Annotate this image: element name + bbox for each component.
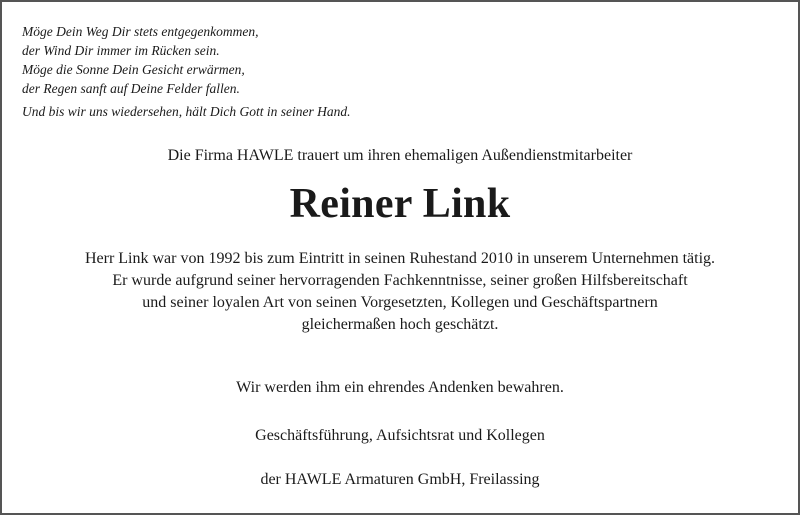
verse-line: Möge die Sonne Dein Gesicht erwärmen,	[22, 62, 245, 77]
verse-line: Und bis wir uns wiedersehen, hält Dich Gott in seiner Hand.	[22, 104, 351, 119]
company-name: der HAWLE Armaturen GmbH, Freilassing	[260, 471, 540, 488]
deceased-name: Reiner Link	[289, 181, 511, 227]
tribute-line: gleichermaßen hoch geschätzt.	[301, 316, 499, 333]
announcement-text: Die Firma HAWLE trauert um ihren ehemaligen Außendienstmitarbeiter	[167, 147, 633, 164]
verse-line: der Regen sanft auf Deine Felder fallen.	[22, 81, 240, 96]
tribute-line: Herr Link war von 1992 bis zum Eintritt in seinen Ruhestand 2010 in unserem Unternehmen tätig.	[84, 250, 716, 267]
verse-line: Möge Dein Weg Dir stets entgegenkommen,	[22, 24, 259, 39]
verse-line: der Wind Dir immer im Rücken sein.	[22, 43, 220, 58]
tribute-text	[2, 248, 798, 336]
verse-block	[22, 22, 350, 121]
tribute-line: und seiner loyalen Art von seinen Vorgesetzten, Kollegen und Geschäftspartnern	[142, 294, 658, 311]
signatories: Geschäftsführung, Aufsichtsrat und Kollegen	[255, 427, 545, 444]
tribute-line: Er wurde aufgrund seiner hervorragenden Fachkenntnisse, seiner großen Hilfsbereitschaft	[112, 272, 688, 289]
memory-statement: Wir werden ihm ein ehrendes Andenken bewahren.	[236, 379, 564, 396]
